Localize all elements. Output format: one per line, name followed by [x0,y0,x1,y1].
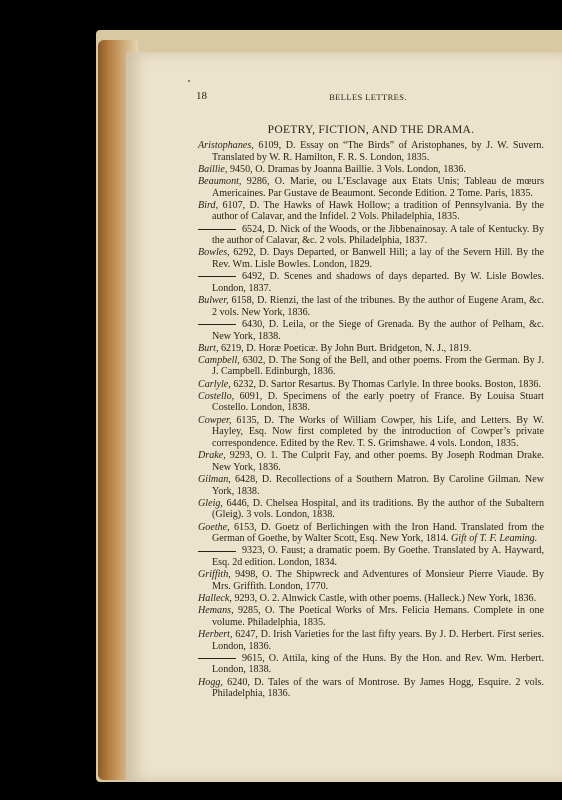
entry-gift-note: Gift of T. F. Leaming. [448,533,538,545]
catalog-entry [198,593,544,605]
entry-text: 9498, O. The Shipwreck and Adventures of Monsieur Pierre Viaude. By Mrs. Griffith. London, 1770. [212,569,544,592]
ditto-dash [198,551,236,552]
entry-text: 6428, D. Recollections of a Southern Matron. By Caroline Gilman. New York, 1838. [212,473,544,497]
catalog-entry [198,391,544,414]
catalog-entries [198,140,544,700]
catalog-entry [198,319,544,342]
catalog-entry [198,224,544,247]
entry-text: 6524, D. Nick of the Woods, or the Jibbenainosay. A tale of Kentucky. By the author of Calavar, &c. 2 vols. Philadelphia, 1837. [212,223,544,247]
catalog-entry [198,498,544,521]
catalog-entry [198,271,544,294]
catalog-entry [198,605,544,628]
page-header [196,90,540,104]
catalog-entry [198,140,544,163]
entry-text: 6430, D. Leila, or the Siege of Grenada. By the author of Pelham, &c. New York, 1838. [212,318,544,342]
entry-author: Carlyle, [198,378,231,390]
catalog-entry [198,474,544,497]
entry-author: Goethe, [198,521,230,533]
entry-author: Drake, [198,450,226,462]
entry-author: Campbell, [198,354,240,366]
entry-text: 9293, O. 1. The Culprit Fay, and other poems. By Joseph Rodman Drake. New York, 1836. [212,450,544,473]
entry-text: 6232, D. Sartor Resartus. By Thomas Carlyle. In three books. Boston, 1836. [230,378,541,390]
catalog-entry [198,295,544,318]
catalog-entry [198,677,544,700]
entry-author: Gleig, [198,497,223,509]
entry-text: 6292, D. Days Departed, or Banwell Hill; a lay of the Severn Hill. By the Rev. Wm. Lisle Bowles. London, 1829. [212,247,544,271]
entry-text: 9323, O. Faust; a dramatic poem. By Goethe. Translated by A. Hayward, Esq. 2d edition. London, 1834. [212,545,544,568]
entry-text: 6247, D. Irish Varieties for the last fifty years. By J. D. Herbert. First series. London, 1836. [212,628,544,652]
catalog-entry [198,176,544,199]
ditto-dash [198,658,236,659]
ditto-dash [198,324,236,325]
catalog-entry [198,379,544,391]
entry-author: Halleck, [198,592,232,604]
entry-author: Hogg, [198,676,223,688]
catalog-entry [198,200,544,223]
entry-text: 6219, D. Horæ Poeticæ. By John Burt. Bridgeton, N. J., 1819. [218,342,472,354]
entry-author: Bird, [198,199,219,211]
entry-text: 9286, O. Marie, ou L’Esclavage aux Etats Unis; Tableau de mœurs Americaines. Par Gustave de Beaumont. Seconde Edition. 2 Tome. Paris, 1835. [212,175,544,199]
catalog-entry [198,569,544,592]
running-title: BELLES LETTRES. [329,92,407,102]
catalog-entry [198,629,544,652]
catalog-entry [198,164,544,176]
entry-author: Aristophanes, [198,140,254,151]
entry-text: 6107, D. The Hawks of Hawk Hollow; a tradition of Pennsylvania. By the author of Calavar, and the Infidel. 2 Vols. Philadelphia, 1835. [212,199,544,223]
entry-author: Bulwer, [198,295,229,307]
entry-text: 6153, D. Goetz of Berlichingen with the Iron Hand. Translated from the German of Goethe, by Walter Scott, Esq. New York, 1814. [212,521,544,545]
entry-author: Burt, [198,342,219,354]
entry-text: 9615, O. Attila, king of the Huns. By the Hon. and Rev. Wm. Herbert. London, 1838. [212,652,544,676]
entry-text: 6302, D. The Song of the Bell, and other poems. From the German. By J. J. Campbell. Edinburgh, 1836. [212,354,544,378]
catalog-entry [198,545,544,568]
catalog-entry [198,355,544,378]
entry-text: 6135, D. The Works of William Cowper, his Life, and Letters. By W. Hayley, Esq. Now first completed by the introduction of Cowper’s private correspondence. Edited by the Rev. T. S. Grimshawe. 4 vols. London, 1835. [212,414,544,449]
entry-text: 6091, D. Specimens of the early poetry of France. By Louisa Stuart Costello. London, 1838. [212,390,544,414]
entry-text: 6446, D. Chelsea Hospital, and its traditions. By the author of the Subaltern (Gleig). 3 vols. London, 1838. [212,497,544,521]
entry-author: Griffith, [198,569,231,581]
catalog-entry [198,247,544,270]
entry-author: Cowper, [198,414,232,426]
page-number: 18 [196,90,207,102]
entry-author: Beaumont, [198,175,242,187]
entry-author: Bowles, [198,247,230,259]
entry-text: 9293, O. 2. Alnwick Castle, with other poems. (Halleck.) New York, 1836. [231,592,537,604]
page-speck [188,80,190,82]
catalog-entry [198,653,544,676]
catalog-entry [198,450,544,473]
ditto-dash [198,276,236,277]
entry-text: 6109, D. Essay on “The Birds” of Aristophanes, by J. W. Suvern. Translated by W. R. Hamilton, F. R. S. London, 1835. [212,140,544,163]
entry-text: 6158, D. Rienzi, the last of the tribunes. By the author of Eugene Aram, &c. 2 vols. New York, 1836. [212,295,544,318]
entry-author: Herbert, [198,628,233,640]
entry-text: 6492, D. Scenes and shadows of days departed. By W. Lisle Bowles. London, 1837. [212,271,544,294]
entry-author: Baillie, [198,163,228,175]
entry-author: Costello, [198,390,235,402]
entry-author: Gilman, [198,473,231,485]
entry-author: Hemans, [198,605,234,617]
section-title: POETRY, FICTION, AND THE DRAMA. [267,124,475,136]
catalog-entry [198,522,544,545]
entry-text: 9450, O. Dramas by Joanna Baillie. 3 Vols. London, 1836. [227,163,466,175]
catalog-entry [198,415,544,450]
entry-text: 6240, D. Tales of the wars of Montrose. By James Hogg, Esquire. 2 vols. Philadelphia, 1836. [212,676,544,700]
entry-text: 9285, O. The Poetical Works of Mrs. Felicia Hemans. Complete in one volume. Philadelphia, 1835. [212,605,544,628]
catalog-entry [198,343,544,355]
ditto-dash [198,229,236,230]
